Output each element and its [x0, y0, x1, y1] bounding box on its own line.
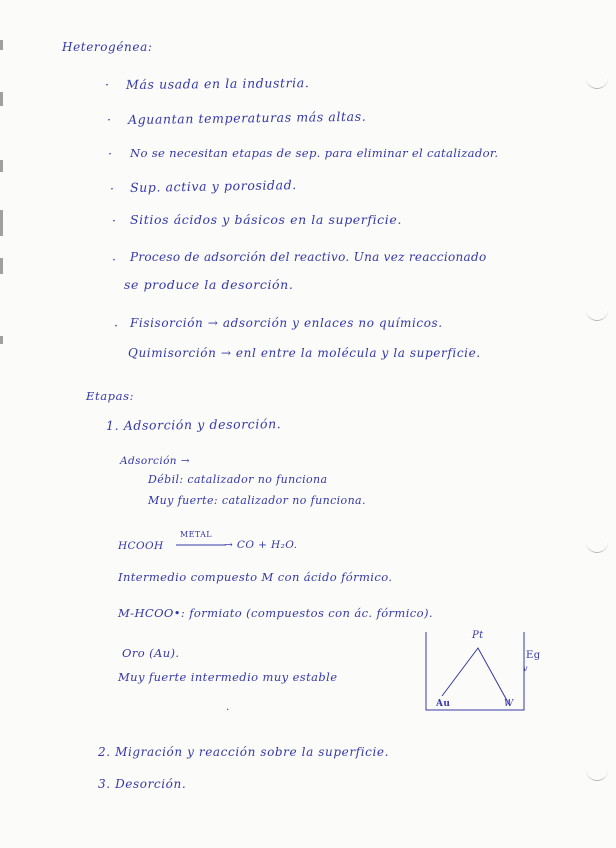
scan-edge-mark: [0, 160, 3, 172]
step-1: 1. Adsorción y desorción.: [105, 416, 282, 433]
page-curl-mark: [586, 540, 608, 553]
bullet-dot: ·: [110, 181, 115, 196]
bullet-text: Sup. activa y porosidad.: [129, 177, 297, 195]
diagram-axis-label: Eg: [526, 650, 541, 661]
adsorcion-label: Adsorción →: [120, 455, 190, 467]
scan-edge-mark: [0, 258, 3, 274]
bullet-text-continued: se produce la desorción.: [124, 277, 294, 292]
debil-line: Débil: catalizador no funciona: [148, 473, 328, 486]
step-3: 3. Desorción.: [98, 777, 187, 791]
bullet-text: Sitios ácidos y básicos en la superficie.: [130, 212, 402, 227]
reaction-arrow: [174, 540, 230, 550]
formiato-line: M-HCOO•: formiato (compuestos con ác. fórmico).: [118, 606, 433, 620]
bullet-text: Proceso de adsorción del reactivo. Una vez reaccionado: [130, 250, 487, 264]
scan-edge-mark: [0, 40, 3, 50]
bullet-text-continued: Quimisorción → enl entre la molécula y la superficie.: [128, 346, 481, 360]
diagram-right-label: W: [504, 699, 514, 709]
bullet-dot: ·: [114, 318, 119, 333]
page-curl-mark: [586, 768, 608, 781]
diagram-axis-sub: v: [523, 664, 528, 673]
bullet-text: Más usada en la industria.: [125, 75, 310, 92]
reaction-reactant: HCOOH: [118, 540, 164, 552]
diagram-left-label: Au: [436, 699, 451, 709]
reaction-catalyst-label: METAL: [180, 530, 213, 539]
scan-edge-mark: [0, 92, 3, 106]
intermedio-line: Intermedio compuesto M con ácido fórmico.: [118, 570, 393, 584]
scan-edge-mark: [0, 336, 3, 344]
bullet-text: Aguantan temperaturas más altas.: [127, 108, 367, 127]
page-curl-mark: [586, 76, 608, 89]
muy-fuerte-line: Muy fuerte: catalizador no funciona.: [148, 494, 366, 507]
heading-heterogenea: Heterogénea:: [62, 40, 153, 54]
diagram-peak-label: Pt: [472, 630, 484, 641]
bullet-dot: ·: [105, 77, 110, 92]
bullet-dot: ·: [107, 112, 112, 127]
bullet-dot: ·: [112, 252, 117, 267]
oro-line: Oro (Au).: [122, 646, 180, 660]
step-2: 2. Migración y reacción sobre la superficie.: [98, 745, 390, 759]
bullet-text: No se necesitan etapas de sep. para eliminar el catalizador.: [130, 146, 499, 160]
scan-edge-mark: [0, 210, 3, 236]
bullet-dot: ·: [108, 146, 113, 161]
bullet-dot: ·: [112, 213, 117, 228]
etapas-title: Etapas:: [86, 389, 135, 403]
muy-fuerte-estable-line: Muy fuerte intermedio muy estable: [118, 670, 338, 684]
page-curl-mark: [586, 308, 608, 321]
reaction-products: → CO + H₂O.: [224, 539, 298, 551]
stray-dot: ·: [226, 704, 230, 716]
bullet-text: Fisisorción → adsorción y enlaces no químicos.: [130, 316, 443, 330]
